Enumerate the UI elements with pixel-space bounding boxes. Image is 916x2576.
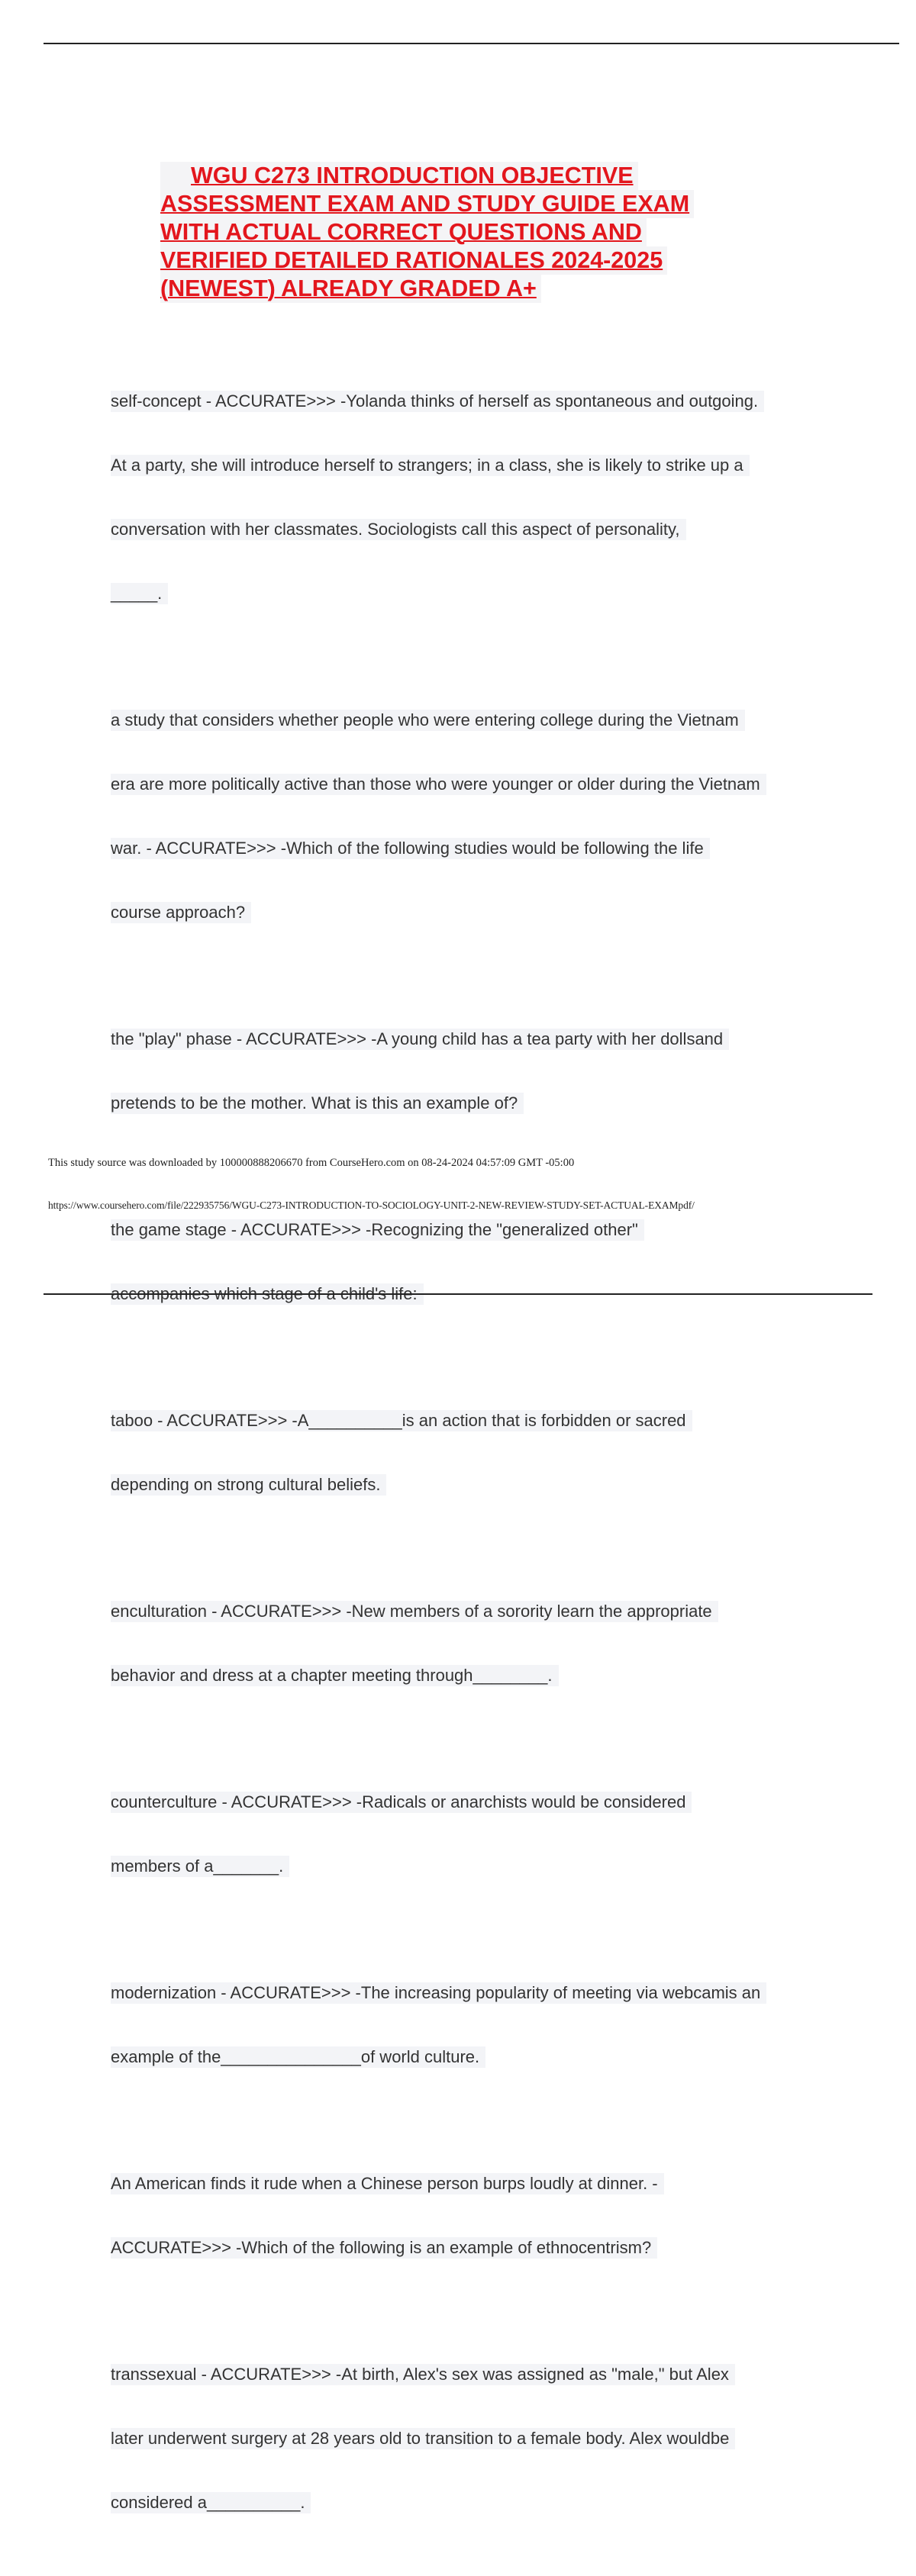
qa-line: _____. bbox=[111, 583, 168, 604]
bottom-rule bbox=[44, 1293, 872, 1295]
qa-item bbox=[111, 2130, 836, 2301]
top-rule bbox=[44, 43, 899, 44]
qa-line: era are more politically active than those who were younger or older during the Vietnam bbox=[111, 774, 766, 795]
title-line: (NEWEST) ALREADY GRADED A+ bbox=[160, 275, 541, 303]
qa-item bbox=[111, 348, 836, 647]
qa-line: war. - ACCURATE>>> -Which of the following studies would be following the life bbox=[111, 838, 710, 859]
qa-line: ACCURATE>>> -Which of the following is an example of ethnocentrism? bbox=[111, 2237, 657, 2259]
footer-url[interactable]: https://www.coursehero.com/file/222935756/WGU-C273-INTRODUCTION-TO-SOCIOLOGY-UNIT-2-NEW-REVIEW-STUDY-SET-ACTUAL-EXAMpdf/ bbox=[48, 1199, 695, 1211]
qa-item bbox=[111, 1940, 836, 2111]
title-line: VERIFIED DETAILED RATIONALES 2024-2025 bbox=[160, 246, 667, 275]
qa-list bbox=[111, 348, 836, 2576]
qa-line: pretends to be the mother. What is this an example of? bbox=[111, 1093, 524, 1114]
qa-item bbox=[111, 667, 836, 966]
title-line: WGU C273 INTRODUCTION OBJECTIVE bbox=[160, 162, 638, 190]
qa-line: considered a__________. bbox=[111, 2492, 311, 2513]
qa-line: An American finds it rude when a Chinese person burps loudly at dinner. - bbox=[111, 2173, 664, 2194]
qa-line: taboo - ACCURATE>>> -A__________is an action that is forbidden or sacred bbox=[111, 1410, 692, 1431]
qa-line: example of the_______________of world culture. bbox=[111, 2046, 485, 2068]
qa-line: enculturation - ACCURATE>>> -New members of a sorority learn the appropriate bbox=[111, 1601, 718, 1622]
document-title bbox=[160, 162, 740, 303]
qa-line: behavior and dress at a chapter meeting through________. bbox=[111, 1665, 559, 1686]
qa-line: transsexual - ACCURATE>>> -At birth, Alex's sex was assigned as "male," but Alex bbox=[111, 2364, 735, 2385]
qa-line: conversation with her classmates. Sociologists call this aspect of personality, bbox=[111, 519, 686, 540]
qa-line: counterculture - ACCURATE>>> -Radicals or anarchists would be considered bbox=[111, 1792, 692, 1813]
title-line: ASSESSMENT EXAM AND STUDY GUIDE EXAM bbox=[160, 190, 694, 218]
qa-line: self-concept - ACCURATE>>> -Yolanda thinks of herself as spontaneous and outgoing. bbox=[111, 391, 764, 412]
qa-line: modernization - ACCURATE>>> -The increasing popularity of meeting via webcamis an bbox=[111, 1982, 766, 2004]
qa-item bbox=[111, 1367, 836, 1538]
qa-line: At a party, she will introduce herself to strangers; in a class, she is likely to strike up a bbox=[111, 455, 750, 476]
qa-line: later underwent surgery at 28 years old to transition to a female body. Alex wouldbe bbox=[111, 2428, 735, 2449]
qa-item bbox=[111, 986, 836, 1157]
qa-line: accompanies which stage of a child's life: bbox=[111, 1283, 424, 1305]
qa-line: course approach? bbox=[111, 902, 251, 923]
qa-item bbox=[111, 1558, 836, 1729]
qa-line: the game stage - ACCURATE>>> -Recognizing the "generalized other" bbox=[111, 1219, 644, 1241]
footer-source-note: This study source was downloaded by 100000888206670 from CourseHero.com on 08-24-2024 04:57:09 GMT -05:00 bbox=[48, 1157, 575, 1169]
qa-line: a study that considers whether people who were entering college during the Vietnam bbox=[111, 710, 745, 731]
qa-line: depending on strong cultural beliefs. bbox=[111, 1474, 386, 1496]
title-line: WITH ACTUAL CORRECT QUESTIONS AND bbox=[160, 218, 647, 246]
qa-line: the "play" phase - ACCURATE>>> -A young child has a tea party with her dollsand bbox=[111, 1029, 729, 1050]
qa-line: members of a_______. bbox=[111, 1856, 289, 1877]
qa-item bbox=[111, 1749, 836, 1920]
qa-item bbox=[111, 2321, 836, 2556]
